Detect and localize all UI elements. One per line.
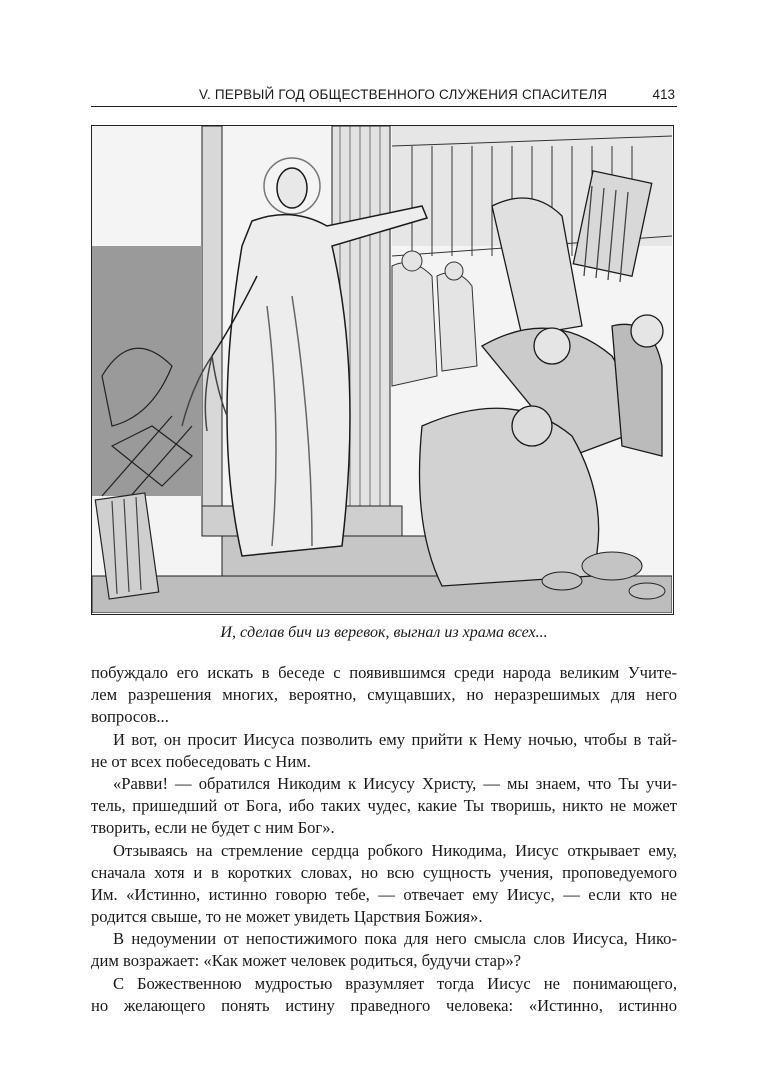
text-line: В недоумении от непостижимого пока для него смысла слов Иисуса, Нико- (113, 929, 677, 949)
engraving-drawing (92, 126, 672, 613)
text-line: «Равви! — обратился Никодим к Иисусу Христу, — мы знаем, что Ты учи- (113, 773, 677, 793)
text-line: И вот, он просит Иисуса позволить ему прийти к Нему ночью, чтобы в тай- (113, 729, 677, 749)
text-line: но желающего понять истину праведного человека: «Истинно, истинно (91, 995, 677, 1015)
text-line: тель, пришедший от Бога, ибо таких чудес, какие Ты творишь, никто не может (91, 796, 677, 816)
text-line: не от всех побеседовать с Ним. (91, 751, 311, 771)
text-line: С Божественною мудростью вразумляет тогда Иисус не понимающего, (113, 973, 677, 993)
text-line: творить, если не будет с ним Бог». (91, 818, 335, 838)
chapter-title: V. ПЕРВЫЙ ГОД ОБЩЕСТВЕННОГО СЛУЖЕНИЯ СПАСИТЕЛЯ (199, 87, 608, 102)
text-line: Отзываясь на стремление сердца робкого Никодима, Иисус открывает ему, (113, 840, 677, 860)
page-number: 413 (652, 87, 675, 102)
text-line: вопросов... (91, 707, 169, 727)
body-text (91, 662, 677, 1017)
running-header (91, 84, 677, 107)
text-line: родится свыше, то не может увидеть Царствия Божия». (91, 907, 483, 927)
text-line: лем разрешения многих, вероятно, смущавших, но неразрешимых для него (91, 685, 677, 705)
text-line: побуждало его искать в беседе с появившимся среди народа великим Учите- (91, 663, 677, 682)
text-line: Им. «Истинно, истинно говорю тебе, — отвечает ему Иисус, — если кто не (91, 884, 677, 904)
figure-caption: И, сделав бич из веревок, выгнал из храма всех... (220, 624, 548, 641)
engraving-illustration (91, 125, 674, 615)
text-line: сначала хотя и в коротких словах, но всю сущность учения, проповедуемого (91, 862, 677, 882)
text-line: дим возражает: «Как может человек родиться, будучи стар»? (91, 951, 522, 971)
